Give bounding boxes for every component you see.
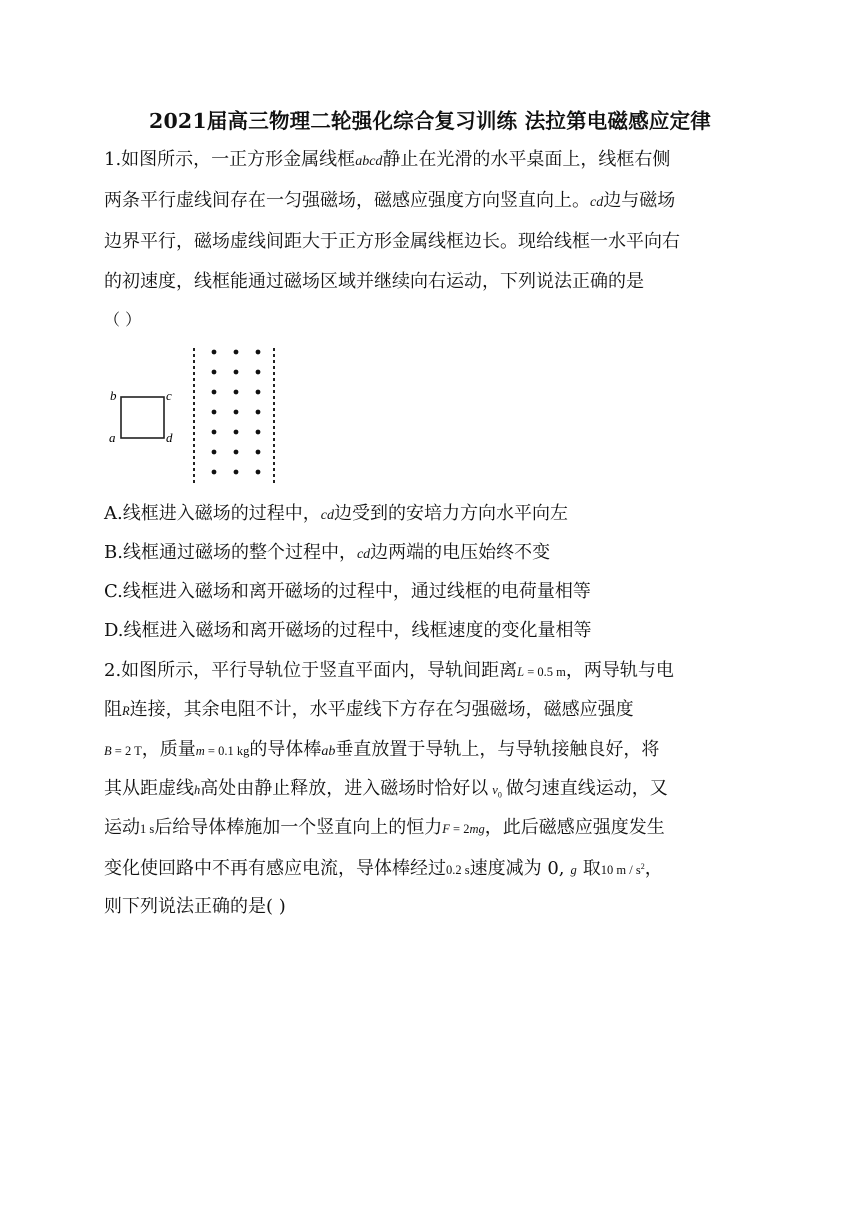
q2-line-4 [104, 775, 668, 810]
option-text: B.线框通过磁场的整个过程中， [104, 542, 357, 563]
q2-line-6 [104, 853, 663, 884]
q2-text: 连接，其余电阻不计，水平虚线下方存在匀强磁场，磁感应强度 [129, 699, 634, 720]
field-dot [256, 390, 261, 395]
q2-text: 阻 [104, 699, 122, 720]
var-v: v [492, 783, 498, 797]
var-g: g [570, 863, 577, 878]
q1-option-d: D.线框进入磁场和离开磁场的过程中，线框速度的变化量相等 [104, 620, 592, 641]
q1-line-1 [104, 146, 670, 176]
field-dot [234, 390, 239, 395]
q2-text: 速度减为 0, [469, 858, 565, 880]
val-g-exp: 2 [640, 862, 645, 871]
option-var: cd [320, 508, 334, 523]
q2-line-2 [104, 696, 634, 725]
option-text: 边两端的电压始终不变 [370, 542, 551, 563]
q2-text: 垂直放置于导轨上，与导轨接触良好，将 [335, 739, 660, 760]
val-F: = 2 [449, 822, 470, 836]
field-dots [212, 350, 261, 475]
field-dot [212, 430, 217, 435]
q1-text: 1.如图所示，一正方形金属线框 [104, 149, 356, 170]
var-v-sub: 0 [497, 790, 502, 800]
label-d: d [166, 430, 173, 445]
q2-line-3 [104, 736, 659, 766]
label-a: a [109, 430, 116, 445]
q2-text: 做匀速直线运动，又 [505, 778, 668, 799]
field-dot [212, 350, 217, 355]
field-dot [234, 370, 239, 375]
q2-text: 其从距虚线 [104, 778, 194, 799]
var-F: F [442, 822, 450, 836]
q2-text: ，两导轨与电 [565, 660, 674, 681]
val-1s: 1 s [140, 822, 155, 836]
var-B: B [104, 744, 112, 758]
field-dot [234, 350, 239, 355]
option-text: 边受到的安培力方向水平向左 [333, 503, 568, 524]
field-dot [212, 450, 217, 455]
val-L: = 0.5 m [524, 665, 566, 679]
document-title: 2021届高三物理二轮强化综合复习训练 法拉第电磁感应定律 [149, 109, 711, 133]
field-dot [212, 390, 217, 395]
q2-text: 高处由静止释放，进入磁场时恰好以 [200, 778, 489, 799]
q2-text: ，质量 [141, 739, 196, 760]
val-0-2s: 0.2 s [446, 863, 470, 878]
q1-option-b [104, 539, 550, 569]
q1-line-3: 边界平行，磁场虚线间距大于正方形金属线框边长。现给线框一水平向右 [104, 231, 680, 252]
field-dot [212, 470, 217, 475]
var-h: h [194, 783, 201, 797]
var-L: L [517, 665, 525, 679]
q1-line-2 [104, 187, 675, 217]
q2-text: 2.如图所示，平行导轨位于竖直平面内，导轨间距离 [104, 660, 518, 681]
var-m: m [195, 744, 205, 758]
field-dot [256, 470, 261, 475]
field-dot [234, 450, 239, 455]
q2-line-1 [104, 657, 674, 686]
label-c: c [166, 388, 172, 403]
field-dot [256, 410, 261, 415]
var-R: R [122, 704, 130, 718]
q2-line-7: 则下列说法正确的是( ) [104, 896, 286, 917]
label-b: b [110, 388, 117, 403]
option-text: A.线框进入磁场的过程中， [104, 503, 321, 524]
q2-text: 变化使回路中不再有感应电流，导体棒经过 [104, 858, 446, 880]
q1-option-a [104, 500, 568, 530]
magnetic-field-figure [104, 344, 284, 486]
val-B: = 2 T [111, 744, 142, 758]
q1-var-cd: cd [590, 195, 604, 210]
field-dot [234, 430, 239, 435]
field-dot [256, 350, 261, 355]
q2-text: 后给导体棒施加一个竖直向上的恒力 [154, 817, 443, 838]
field-dot [256, 370, 261, 375]
q2-line-5 [104, 814, 665, 843]
option-var: cd [356, 547, 371, 562]
q1-text: 静止在光滑的水平桌面上，线框右侧 [382, 149, 671, 170]
field-dot [256, 450, 261, 455]
q2-text: 取 [582, 858, 601, 880]
var-mg: mg [469, 822, 485, 836]
q1-text: 两条平行虚线间存在一匀强磁场，磁感应强度方向竖直向上。 [104, 190, 590, 211]
q2-text: ， [644, 858, 663, 880]
var-ab: ab [321, 744, 336, 759]
square-frame [121, 397, 164, 438]
q2-text: 运动 [104, 817, 140, 838]
val-m: = 0.1 kg [204, 744, 250, 758]
field-dot [234, 470, 239, 475]
field-dot [256, 430, 261, 435]
q1-var-abcd: abcd [355, 154, 383, 169]
field-dot [212, 370, 217, 375]
q2-text: ，此后磁感应强度发生 [484, 817, 665, 838]
q1-text: 边与磁场 [603, 190, 676, 211]
q1-line-4: 的初速度，线框能通过磁场区域并继续向右运动，下列说法正确的是 [104, 271, 644, 292]
q1-option-c: C.线框进入磁场和离开磁场的过程中，通过线框的电荷量相等 [104, 581, 591, 602]
q2-text: 的导体棒 [249, 739, 322, 760]
val-g: 10 m / s [600, 863, 641, 878]
field-dot [234, 410, 239, 415]
field-dot [212, 410, 217, 415]
q1-answer-blank: （ ） [104, 310, 142, 329]
